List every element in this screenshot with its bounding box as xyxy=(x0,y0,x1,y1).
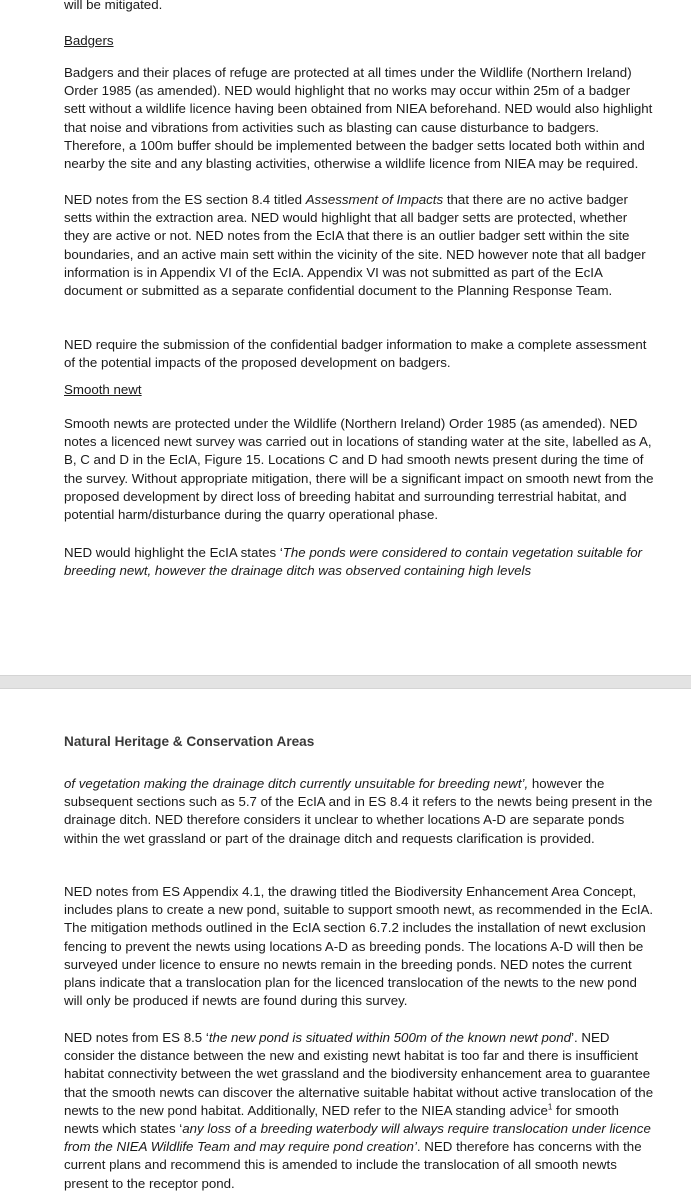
badgers-paragraph-3: NED require the submission of the confidential badger information to make a complete assessment of the potential impacts of the proposed development on badgers. xyxy=(64,337,647,371)
document-page-2 xyxy=(0,688,691,1200)
newt-paragraph-5: NED notes from ES 8.5 ‘the new pond is situated within 500m of the known newt pond’. NED consider the distance between the new and existing newt habitat is too far and there is insufficient habitat connectivity between the wet grassland and the biodiversity enhancement area to guarantee that the smooth newts can discover the alternative suitable habitat without active translocation of the newts to the new pond habitat. Additionally, NED refer to the NIEA standing advice$^1$ for smooth newts which states ‘any loss of a breeding waterbody will always require translocation under licence from the NIEA Wildlife Team and may require pond creation’. NED therefore has concerns with the current plans and recommend this is amended to include the translocation of all smooth newts present to the receptor pond. xyxy=(64,1030,654,1191)
badgers-heading: Badgers xyxy=(64,33,114,48)
footnote-marker: 1 xyxy=(547,1102,553,1112)
badgers-paragraph-1: Badgers and their places of refuge are protected at all times under the Wildlife (Northern Ireland) Order 1985 (as amended). NED would highlight that no works may occur within 25m of a badger sett without a wildlife licence having been obtained from NIEA beforehand. NED would also highlight that noise and vibrations from activities such as blasting can cause disturbance to badgers. Therefore, a 100m buffer should be implemented between the badger setts located both within and nearby the site and any blasting activities, otherwise a wildlife licence from NIEA may be required. xyxy=(64,65,653,172)
newt-paragraph-1: Smooth newts are protected under the Wildlife (Northern Ireland) Order 1985 (as amended). NED notes a licenced newt survey was carried out in locations of standing water at the site, labelled as A, B, C and D in the EcIA, Figure 15. Locations C and D had smooth newts present during the time of the survey. Without appropriate mitigation, there will be a significant impact on smooth newt from the proposed development by direct loss of breeding habitat and surrounding terrestrial habitat, and potential harm/disturbance during the quarry operational phase. xyxy=(64,416,654,523)
running-header: Natural Heritage & Conservation Areas xyxy=(64,734,315,749)
lead-line: will be mitigated. xyxy=(64,0,163,12)
newt-paragraph-3: of vegetation making the drainage ditch currently unsuitable for breeding newt’, however the subsequent sections such as 5.7 of the EcIA and in ES 8.4 it refers to the newts being present in the drainage ditch. NED therefore considers it unclear to whether locations A-D are separate ponds within the wet grassland or part of the drainage ditch and requests clarification is provided. xyxy=(64,776,653,846)
newt-paragraph-4: NED notes from ES Appendix 4.1, the drawing titled the Biodiversity Enhancement Area Concept, includes plans to create a new pond, suitable to support smooth newt, as recommended in the EcIA. The mitigation methods outlined in the EcIA section 6.7.2 includes the installation of newt exclusion fencing to prevent the newts using locations A-D as breeding ponds. The locations A-D will then be surveyed under licence to ensure no newts remain in the breeding ponds. NED notes the current plans indicate that a translocation plan for the licenced translocation of the newts to the new pond will only be produced if newts are found during this survey. xyxy=(64,884,654,1009)
smooth-newt-heading: Smooth newt xyxy=(64,382,142,397)
badgers-paragraph-2: NED notes from the ES section 8.4 titled Assessment of Impacts that there are no active badger setts within the extraction area. NED would highlight that all badger setts are protected, whether they are active or not. NED notes from the EcIA that there is an outlier badger sett within the site boundaries, and an active main sett within the vicinity of the site. NED however note that all badger information is in Appendix VI of the EcIA. Appendix VI was not submitted as part of the EcIA document or submitted as a separate confidential document to the Planning Response Team. xyxy=(64,192,646,299)
newt-paragraph-2: NED would highlight the EcIA states ‘The ponds were considered to contain vegetation suitable for breeding newt, however the drainage ditch was observed containing high levels xyxy=(64,545,643,579)
